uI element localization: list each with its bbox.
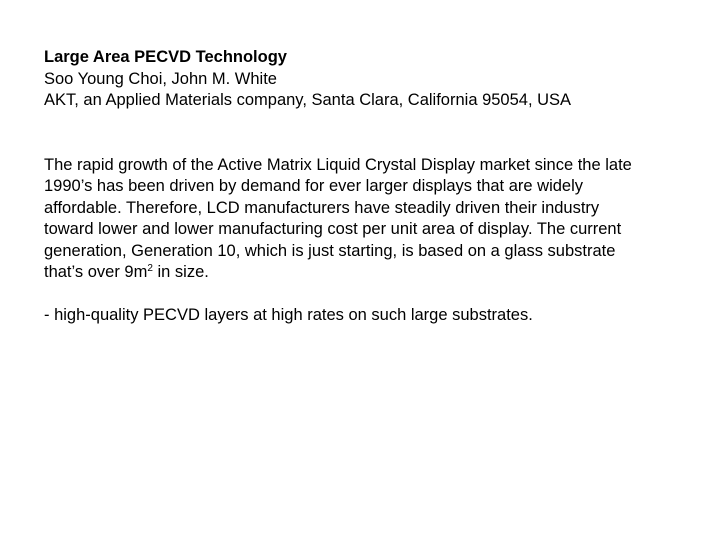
bullet-text: - high-quality PECVD layers at high rates on such large substrates. [44,306,533,324]
superscript-exponent: 2 [147,263,153,274]
last-line-prefix: that’s over 9m [44,263,148,281]
author-line: Soo Young Choi, John M. White [44,69,277,88]
paragraph-line: 1990’s has been driven by demand for ever larger displays that are widely [44,177,584,195]
document-header [44,47,694,112]
bullet-item [44,305,694,327]
last-line-suffix: in size. [152,263,209,281]
paragraph-last-line [44,262,694,284]
body-paragraph [44,155,694,284]
paragraph-line: affordable. Therefore, LCD manufacturers have steadily driven their industry [44,198,600,217]
document-page [44,47,694,327]
paragraph-line: generation, Generation 10, which is just starting, is based on a glass substrate [44,241,616,260]
paragraph-line: toward lower and lower manufacturing cost per unit area of display. The current [44,220,622,238]
paragraph-line: The rapid growth of the Active Matrix Liquid Crystal Display market since the late [44,155,632,174]
document-title: Large Area PECVD Technology [44,48,287,66]
affiliation-line: AKT, an Applied Materials company, Santa Clara, California 95054, USA [44,91,572,109]
